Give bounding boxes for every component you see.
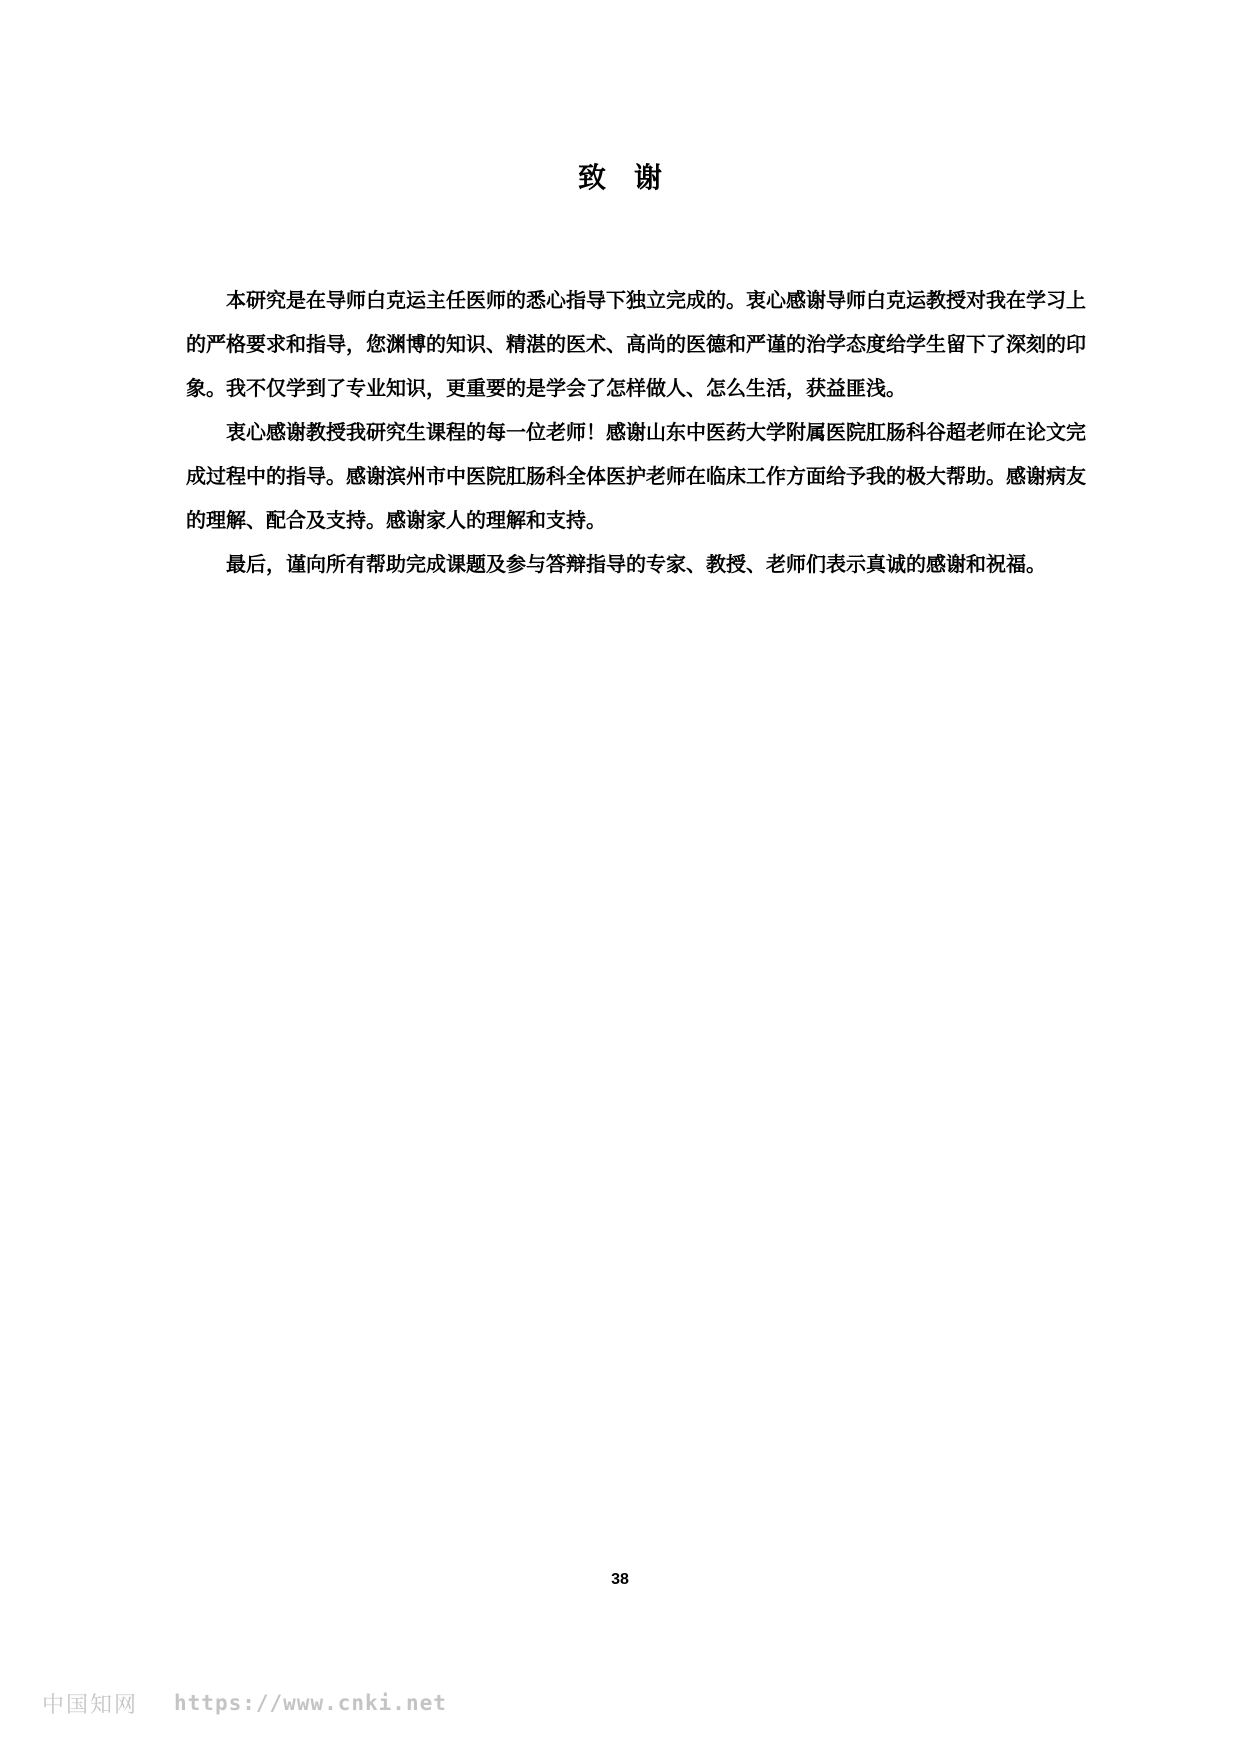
body-text [186, 278, 1086, 586]
watermark-logo: 中国知网 [42, 1692, 139, 1718]
page-title: 致谢 [577, 161, 690, 194]
paragraph-1: 本研究是在导师白克运主任医师的悉心指导下独立完成的。衷心感谢导师白克运教授对我在学习上的严格要求和指导，您渊博的知识、精湛的医术、高尚的医德和严谨的治学态度给学生留下了深刻的印象。我不仅学到了专业知识，更重要的是学会了怎样做人、怎么生活，获益匪浅。 [186, 288, 1086, 400]
cnki-watermark [42, 1688, 447, 1718]
page-number: 38 [611, 1571, 629, 1588]
paragraph-3: 最后，谨向所有帮助完成课题及参与答辩指导的专家、教授、老师们表示真诚的感谢和祝福。 [226, 552, 1046, 576]
paragraph-2: 衷心感谢教授我研究生课程的每一位老师！感谢山东中医药大学附属医院肛肠科谷超老师在论文完成过程中的指导。感谢滨州市中医院肛肠科全体医护老师在临床工作方面给予我的极大帮助。感谢病友的理解、配合及支持。感谢家人的理解和支持。 [186, 420, 1086, 532]
watermark-url: https://www.cnki.net [174, 1691, 447, 1715]
